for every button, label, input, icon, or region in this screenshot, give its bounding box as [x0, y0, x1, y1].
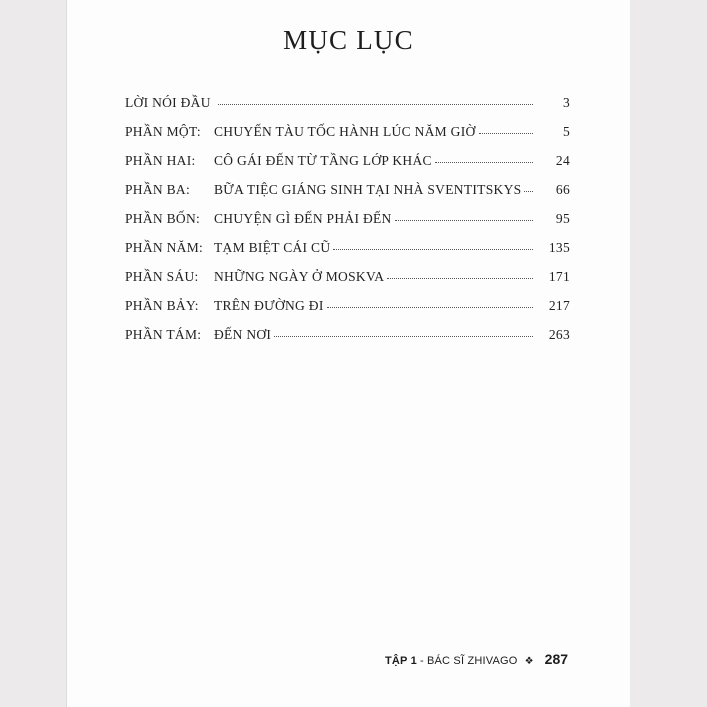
- toc-leader-dots: [479, 132, 533, 134]
- toc-leader-dots: [274, 335, 533, 337]
- toc-entry-label: PHẦN BẢY:: [125, 298, 199, 313]
- toc-entry-page: 217: [548, 298, 570, 313]
- toc-entry-label: PHẦN BỐN:: [125, 211, 201, 226]
- toc-entry-chapter: CHUYẾN TÀU TỐC HÀNH LÚC NĂM GIỜ: [214, 124, 476, 139]
- diamond-ornament-icon: ❖: [524, 656, 534, 667]
- toc-entry-page: 66: [555, 182, 570, 197]
- page-left-margin: [0, 0, 67, 707]
- toc-leader-dots: [327, 306, 533, 308]
- toc-entry-chapter: ĐẾN NƠI: [214, 327, 272, 342]
- toc-entry: [125, 240, 570, 269]
- toc-entry-label: PHẦN TÁM:: [125, 327, 202, 342]
- footer-dash: -: [420, 655, 424, 667]
- toc-entry-page: 5: [562, 124, 570, 139]
- toc-leader-dots: [218, 103, 533, 105]
- toc-entry-label: PHẦN BA:: [125, 182, 191, 197]
- toc-entry: [125, 124, 570, 153]
- toc-leader-dots: [387, 277, 533, 279]
- toc-entry-label: LỜI NÓI ĐẦU: [125, 95, 211, 110]
- table-of-contents: [125, 95, 570, 356]
- toc-entry-page: 171: [548, 269, 570, 284]
- toc-entry-page: 263: [548, 327, 570, 342]
- toc-entry-page: 95: [555, 211, 570, 226]
- footer-content: [385, 651, 568, 667]
- page-footer: [67, 651, 630, 667]
- toc-entry-page: 24: [555, 153, 570, 168]
- page-title: MỤC LỤC: [283, 25, 414, 55]
- toc-leader-dots: [524, 190, 533, 192]
- toc-entry-label: PHẦN MỘT:: [125, 124, 201, 139]
- toc-entry: [125, 269, 570, 298]
- toc-entry-chapter: TRÊN ĐƯỜNG ĐI: [214, 298, 324, 313]
- page-sheet: [67, 0, 630, 707]
- toc-entry-chapter: CHUYỆN GÌ ĐẾN PHẢI ĐẾN: [214, 211, 392, 226]
- toc-entry: [125, 182, 570, 211]
- footer-book-title: BÁC SĨ ZHIVAGO: [426, 655, 518, 667]
- toc-entry-page: 3: [562, 95, 570, 110]
- toc-entry-label: PHẦN SÁU:: [125, 269, 199, 284]
- toc-entry-label: PHẦN NĂM:: [125, 240, 204, 255]
- toc-entry: [125, 298, 570, 327]
- toc-entry-chapter: BỮA TIỆC GIÁNG SINH TẠI NHÀ SVENTITSKYS: [214, 182, 522, 197]
- page-right-margin: [629, 0, 707, 707]
- toc-leader-dots: [333, 248, 533, 250]
- toc-entry: [125, 95, 570, 124]
- toc-entry: [125, 327, 570, 356]
- toc-entry: [125, 153, 570, 182]
- toc-entry-chapter: TẠM BIỆT CÁI CŨ: [214, 240, 331, 255]
- footer-volume: TẬP 1: [384, 655, 417, 667]
- toc-leader-dots: [435, 161, 533, 163]
- toc-entry: [125, 211, 570, 240]
- toc-entry-label: PHẦN HAI:: [125, 153, 196, 168]
- toc-entry-page: 135: [548, 240, 570, 255]
- toc-leader-dots: [395, 219, 533, 221]
- footer-page-number: 287: [544, 651, 569, 667]
- toc-entry-chapter: CÔ GÁI ĐẾN TỪ TẦNG LỚP KHÁC: [214, 153, 432, 168]
- toc-entry-chapter: NHỮNG NGÀY Ở MOSKVA: [214, 269, 385, 284]
